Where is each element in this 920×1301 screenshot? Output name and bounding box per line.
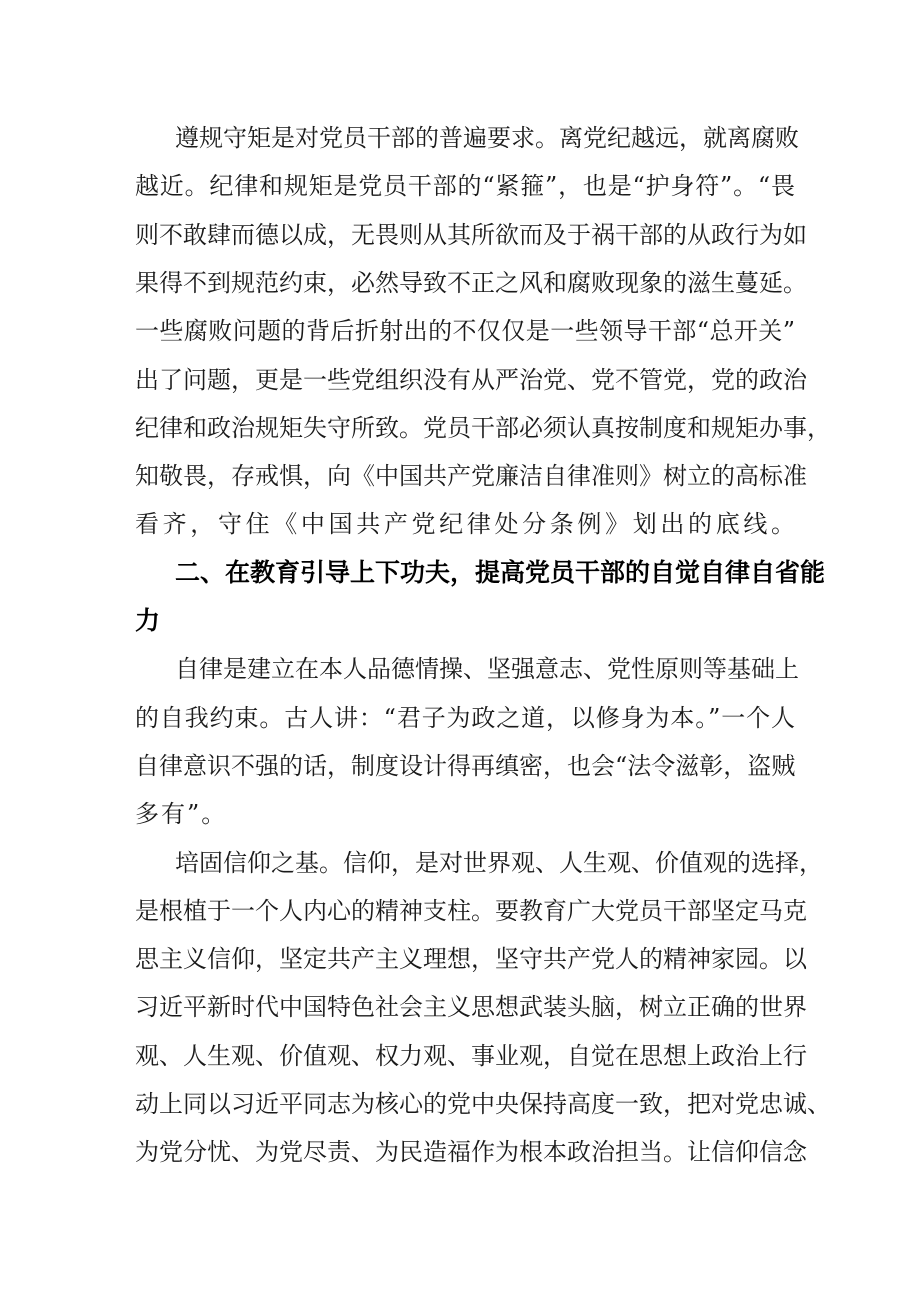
paragraph-line: 自律是建立在本人品德情操、坚强意志、党性原则等基础上 <box>175 655 799 684</box>
paragraph-line: 习近平新时代中国特色社会主义思想武装头脑，树立正确的世界 <box>135 993 807 1022</box>
paragraph-line: 越近。纪律和规矩是党员干部的“紧箍”，也是“护身符”。“畏 <box>135 172 795 201</box>
paragraph-line: 出了问题，更是一些党组织没有从严治党、党不管党，党的政治 <box>135 365 807 394</box>
paragraph-line: 为党分忧、为党尽责、为民造福作为根本政治担当。让信仰信念 <box>135 1138 807 1167</box>
paragraph-line: 观、人生观、价值观、权力观、事业观，自觉在思想上政治上行 <box>135 1041 807 1070</box>
paragraph-line: 看齐，守住《中国共产党纪律处分条例》划出的底线。 <box>135 510 795 539</box>
paragraph-line: 思主义信仰，坚定共产主义理想，坚守共产党人的精神家园。以 <box>135 945 807 974</box>
section-heading-line: 力 <box>135 606 163 635</box>
paragraph-line: 则不敢肆而德以成，无畏则从其所欲而及于祸干部的从政行为如 <box>135 220 807 249</box>
paragraph-line: 自律意识不强的话，制度设计得再缜密，也会“法令滋彰，盗贼 <box>135 751 796 780</box>
paragraph-line: 培固信仰之基。信仰，是对世界观、人生观、价值观的选择， <box>175 848 823 877</box>
paragraph-line: 果得不到规范约束，必然导致不正之风和腐败现象的滋生蔓延。 <box>135 268 807 297</box>
paragraph-line: 的自我约束。古人讲：“君子为政之道，以修身为本。”一个人 <box>135 703 795 732</box>
paragraph-line: 动上同以习近平同志为核心的党中央保持高度一致，把对党忠诚、 <box>135 1090 831 1118</box>
paragraph-line: 遵规守矩是对党员干部的普遍要求。离党纪越远，就离腐败 <box>175 124 799 152</box>
paragraph-line: 多有”。 <box>135 800 228 829</box>
paragraph-line: 纪律和政治规矩失守所致。党员干部必须认真按制度和规矩办事， <box>135 413 831 442</box>
section-heading-line: 二、在教育引导上下功夫，提高党员干部的自觉自律自省能 <box>175 557 826 587</box>
paragraph-line: 知敬畏，存戒惧，向《中国共产党廉洁自律准则》树立的高标准 <box>135 462 807 491</box>
paragraph-line: 一些腐败问题的背后折射出的不仅仅是一些领导干部“总开关” <box>135 317 795 346</box>
paragraph-line: 是根植于一个人内心的精神支柱。要教育广大党员干部坚定马克 <box>135 896 807 925</box>
